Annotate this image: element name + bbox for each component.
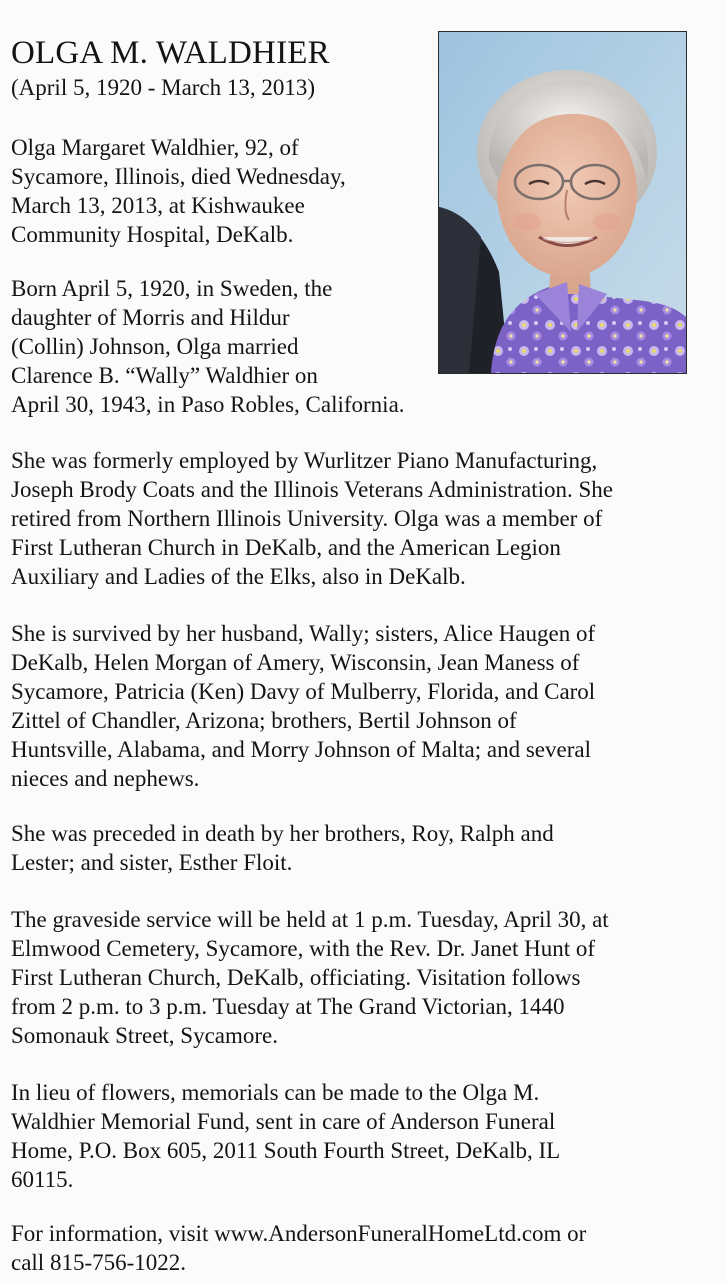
text-line: Elmwood Cemetery, Sycamore, with the Rev. Dr. Janet Hunt of	[11, 936, 596, 961]
paragraph-information	[11, 1219, 586, 1277]
portrait-illustration	[439, 32, 686, 373]
paragraph-memorials	[11, 1078, 560, 1194]
paragraph-birth	[11, 274, 405, 419]
text-line: Community Hospital, DeKalb.	[11, 222, 294, 247]
text-line: The graveside service will be held at 1 p.m. Tuesday, April 30, at	[11, 907, 609, 932]
paragraph-death	[11, 133, 346, 249]
text-line: nieces and nephews.	[11, 766, 200, 791]
text-line: Huntsville, Alabama, and Morry Johnson of Malta; and several	[11, 737, 591, 762]
text-line: She is survived by her husband, Wally; sisters, Alice Haugen of	[11, 621, 596, 646]
text-line: In lieu of flowers, memorials can be made to the Olga M.	[11, 1080, 540, 1105]
text-line: Waldhier Memorial Fund, sent in care of Anderson Funeral	[11, 1109, 556, 1134]
text-line: April 30, 1943, in Paso Robles, California.	[11, 392, 405, 417]
text-line: First Lutheran Church in DeKalb, and the American Legion	[11, 535, 561, 560]
text-line: Clarence B. “Wally” Waldhier on	[11, 363, 318, 388]
text-line: Auxiliary and Ladies of the Elks, also in DeKalb.	[11, 564, 466, 589]
paragraph-employment	[11, 446, 613, 591]
portrait-photo	[438, 31, 687, 374]
text-line: For information, visit www.AndersonFuneralHomeLtd.com or	[11, 1221, 587, 1246]
text-line: 60115.	[11, 1167, 74, 1192]
paragraph-survivors	[11, 619, 595, 793]
text-line: Zittel of Chandler, Arizona; brothers, Bertil Johnson of	[11, 708, 517, 733]
text-line: Lester; and sister, Esther Floit.	[11, 850, 293, 875]
text-line: DeKalb, Helen Morgan of Amery, Wisconsin, Jean Maness of	[11, 650, 580, 675]
text-line: Sycamore, Patricia (Ken) Davy of Mulberry, Florida, and Carol	[11, 679, 596, 704]
text-line: March 13, 2013, at Kishwaukee	[11, 193, 305, 218]
text-line: (Collin) Johnson, Olga married	[11, 334, 299, 359]
text-line: from 2 p.m. to 3 p.m. Tuesday at The Grand Victorian, 1440	[11, 994, 565, 1019]
text-line: Olga Margaret Waldhier, 92, of	[11, 135, 299, 160]
text-line: She was preceded in death by her brothers, Roy, Ralph and	[11, 821, 554, 846]
text-line: Home, P.O. Box 605, 2011 South Fourth Street, DeKalb, IL	[11, 1138, 561, 1163]
paragraph-services	[11, 905, 609, 1050]
text-line: She was formerly employed by Wurlitzer Piano Manufacturing,	[11, 448, 598, 473]
text-line: daughter of Morris and Hildur	[11, 305, 290, 330]
paragraph-preceded	[11, 819, 554, 877]
text-line: First Lutheran Church, DeKalb, officiating. Visitation follows	[11, 965, 581, 990]
text-line: Born April 5, 1920, in Sweden, the	[11, 276, 333, 301]
obituary-name: OLGA M. WALDHIER	[11, 35, 330, 71]
text-line: retired from Northern Illinois University. Olga was a member of	[11, 506, 603, 531]
obituary-dates: (April 5, 1920 - March 13, 2013)	[11, 75, 316, 100]
text-line: Somonauk Street, Sycamore.	[11, 1023, 279, 1048]
text-line: Joseph Brody Coats and the Illinois Veterans Administration. She	[11, 477, 613, 502]
text-line: call 815-756-1022.	[11, 1250, 187, 1275]
text-line: Sycamore, Illinois, died Wednesday,	[11, 164, 346, 189]
